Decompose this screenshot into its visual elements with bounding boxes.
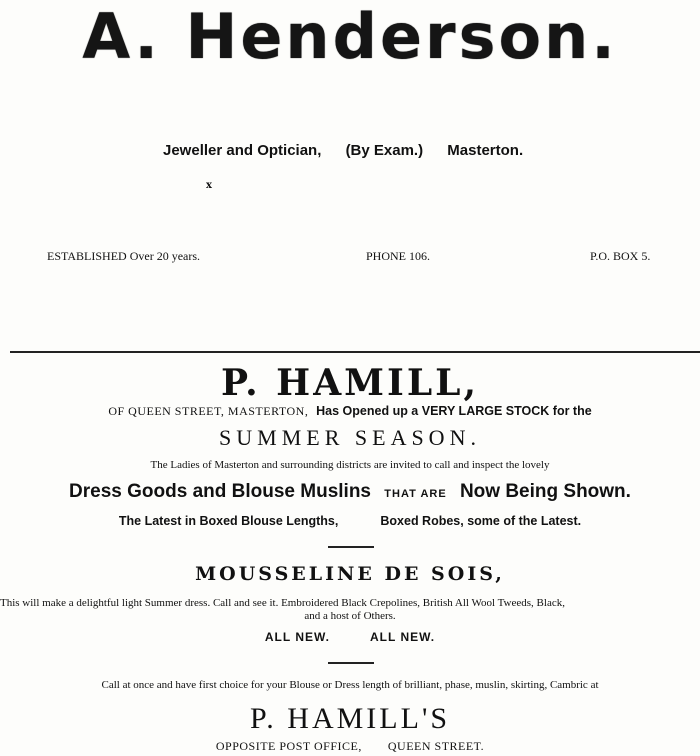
dress-goods: Dress Goods and Blouse Muslins — [69, 481, 371, 502]
host-of-others: and a host of Others. — [304, 610, 396, 622]
all-new-1: ALL NEW. — [264, 630, 330, 644]
hamill-invite: The Ladies of Masterton and surrounding districts are invited to call and inspect the lovely — [150, 459, 550, 471]
short-rule — [328, 662, 374, 664]
dress-goods-line — [0, 481, 700, 503]
henderson-established: ESTABLISHED Over 20 years. — [47, 249, 201, 263]
short-rule — [328, 546, 374, 548]
summer-dress-text: This will make a delightful light Summer dress. Call and see it. Embroidered Black Crepolines, British All Wool Tweeds, Black, — [0, 597, 565, 609]
summer-season-heading: SUMMER SEASON. — [219, 425, 481, 450]
hamills-heading: P. HAMILL'S — [249, 702, 451, 735]
henderson-town: Masterton. — [447, 142, 524, 159]
that-are: THAT ARE — [384, 488, 447, 500]
henderson-exam: (By Exam.) — [345, 142, 424, 159]
hamill-of-street: OF QUEEN STREET, MASTERTON, — [108, 404, 309, 418]
hamill-opened: Has Opened up a VERY LARGE STOCK for the — [316, 404, 592, 418]
hamill-opened-line — [0, 404, 700, 419]
mousseline-heading: MOUSSELINE DE SOIS, — [195, 563, 505, 585]
henderson-trade: Jeweller and Optician, — [163, 142, 322, 159]
boxed-robes: Boxed Robes, some of the Latest. — [380, 514, 582, 528]
address-line — [0, 739, 700, 754]
latest-boxed-blouse: The Latest in Boxed Blouse Lengths, — [118, 514, 339, 528]
henderson-phone: PHONE 106. — [366, 249, 431, 263]
now-being-shown: Now Being Shown. — [459, 481, 631, 502]
all-new-2: ALL NEW. — [370, 630, 436, 644]
advert-divider — [10, 351, 700, 353]
stray-mark: x — [206, 180, 212, 191]
hamill-heading: P. HAMILL, — [221, 362, 479, 404]
henderson-trade-line — [163, 142, 543, 159]
all-new-line — [0, 630, 700, 644]
opposite-post-office: OPPOSITE POST OFFICE, — [215, 739, 362, 753]
latest-line — [0, 514, 700, 528]
call-at-once: Call at once and have first choice for your Blouse or Dress length of brilliant, phase, muslin, skirting, Cambric at — [101, 679, 599, 691]
henderson-heading: A. Henderson. — [82, 0, 618, 73]
henderson-pobox: P.O. BOX 5. — [590, 249, 651, 263]
queen-street: QUEEN STREET. — [387, 739, 485, 753]
